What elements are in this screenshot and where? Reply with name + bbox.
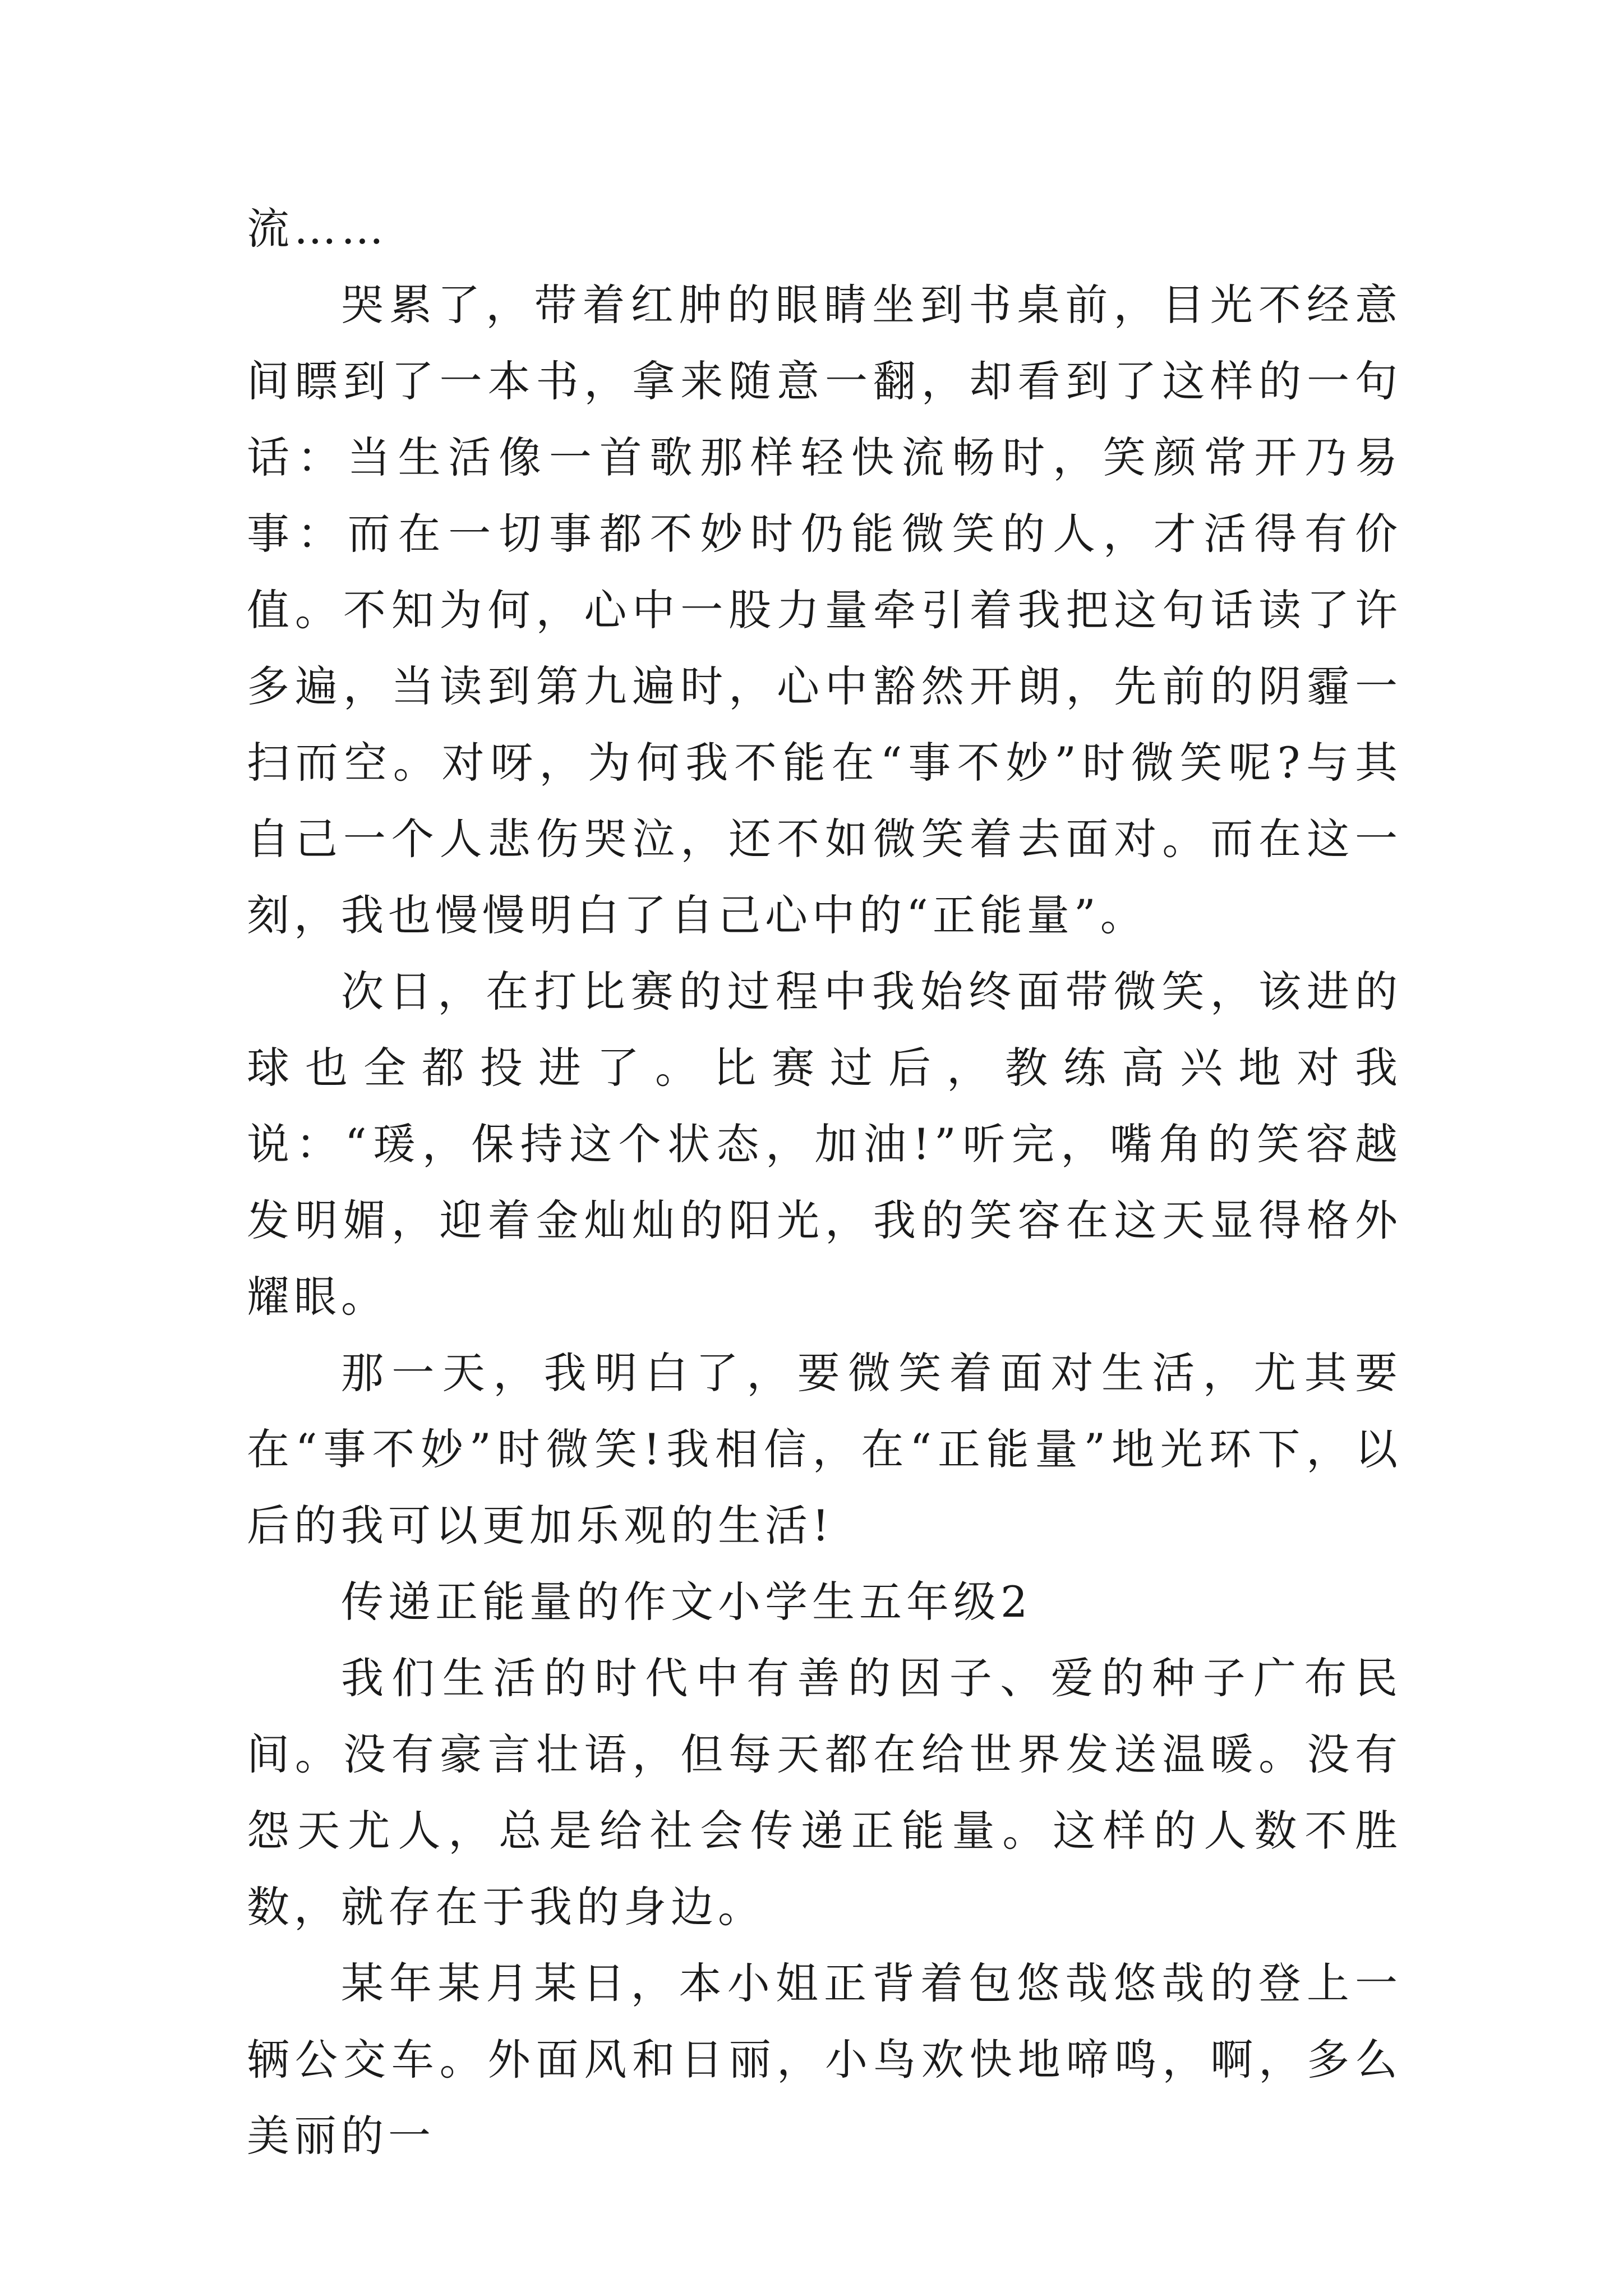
paragraph: 次日，在打比赛的过程中我始终面带微笑，该进的球也全都投进了。比赛过后，教练高兴地对我说：“瑗，保持这个状态，加油!”听完，嘴角的笑容越发明媚，迎着金灿灿的阳光，我的笑容在这天显得格外耀眼。 bbox=[247, 967, 1402, 1322]
paragraph: 那一天，我明白了，要微笑着面对生活，尤其要在“事不妙”时微笑!我相信，在“正能量”地光环下，以后的我可以更加乐观的生活! bbox=[247, 1348, 1402, 1550]
paragraph: 哭累了，带着红肿的眼睛坐到书桌前，目光不经意间瞟到了一本书，拿来随意一翻，却看到了这样的一句话：当生活像一首歌那样轻快流畅时，笑颜常开乃易事：而在一切事都不妙时仍能微笑的人，才活得有价值。不知为何，心中一股力量牵引着我把这句话读了许多遍，当读到第九遍时，心中豁然开朗，先前的阴霾一扫而空。对呀，为何我不能在“事不妙”时微笑呢?与其自己一个人悲伤哭泣，还不如微笑着去面对。而在这一刻，我也慢慢明白了自己心中的“正能量”。 bbox=[247, 280, 1402, 940]
section-title: 传递正能量的作文小学生五年级2 bbox=[341, 1577, 1032, 1627]
paragraph-continuation: 流…… bbox=[247, 204, 388, 254]
document-body bbox=[247, 191, 1402, 2174]
paragraph: 我们生活的时代中有善的因子、爱的种子广布民间。没有豪言壮语，但每天都在给世界发送温暖。没有怨天尤人，总是给社会传递正能量。这样的人数不胜数，就存在于我的身边。 bbox=[247, 1653, 1402, 1932]
paragraph: 某年某月某日，本小姐正背着包悠哉悠哉的登上一辆公交车。外面风和日丽，小鸟欢快地啼鸣，啊，多么美丽的一 bbox=[247, 1958, 1402, 2161]
